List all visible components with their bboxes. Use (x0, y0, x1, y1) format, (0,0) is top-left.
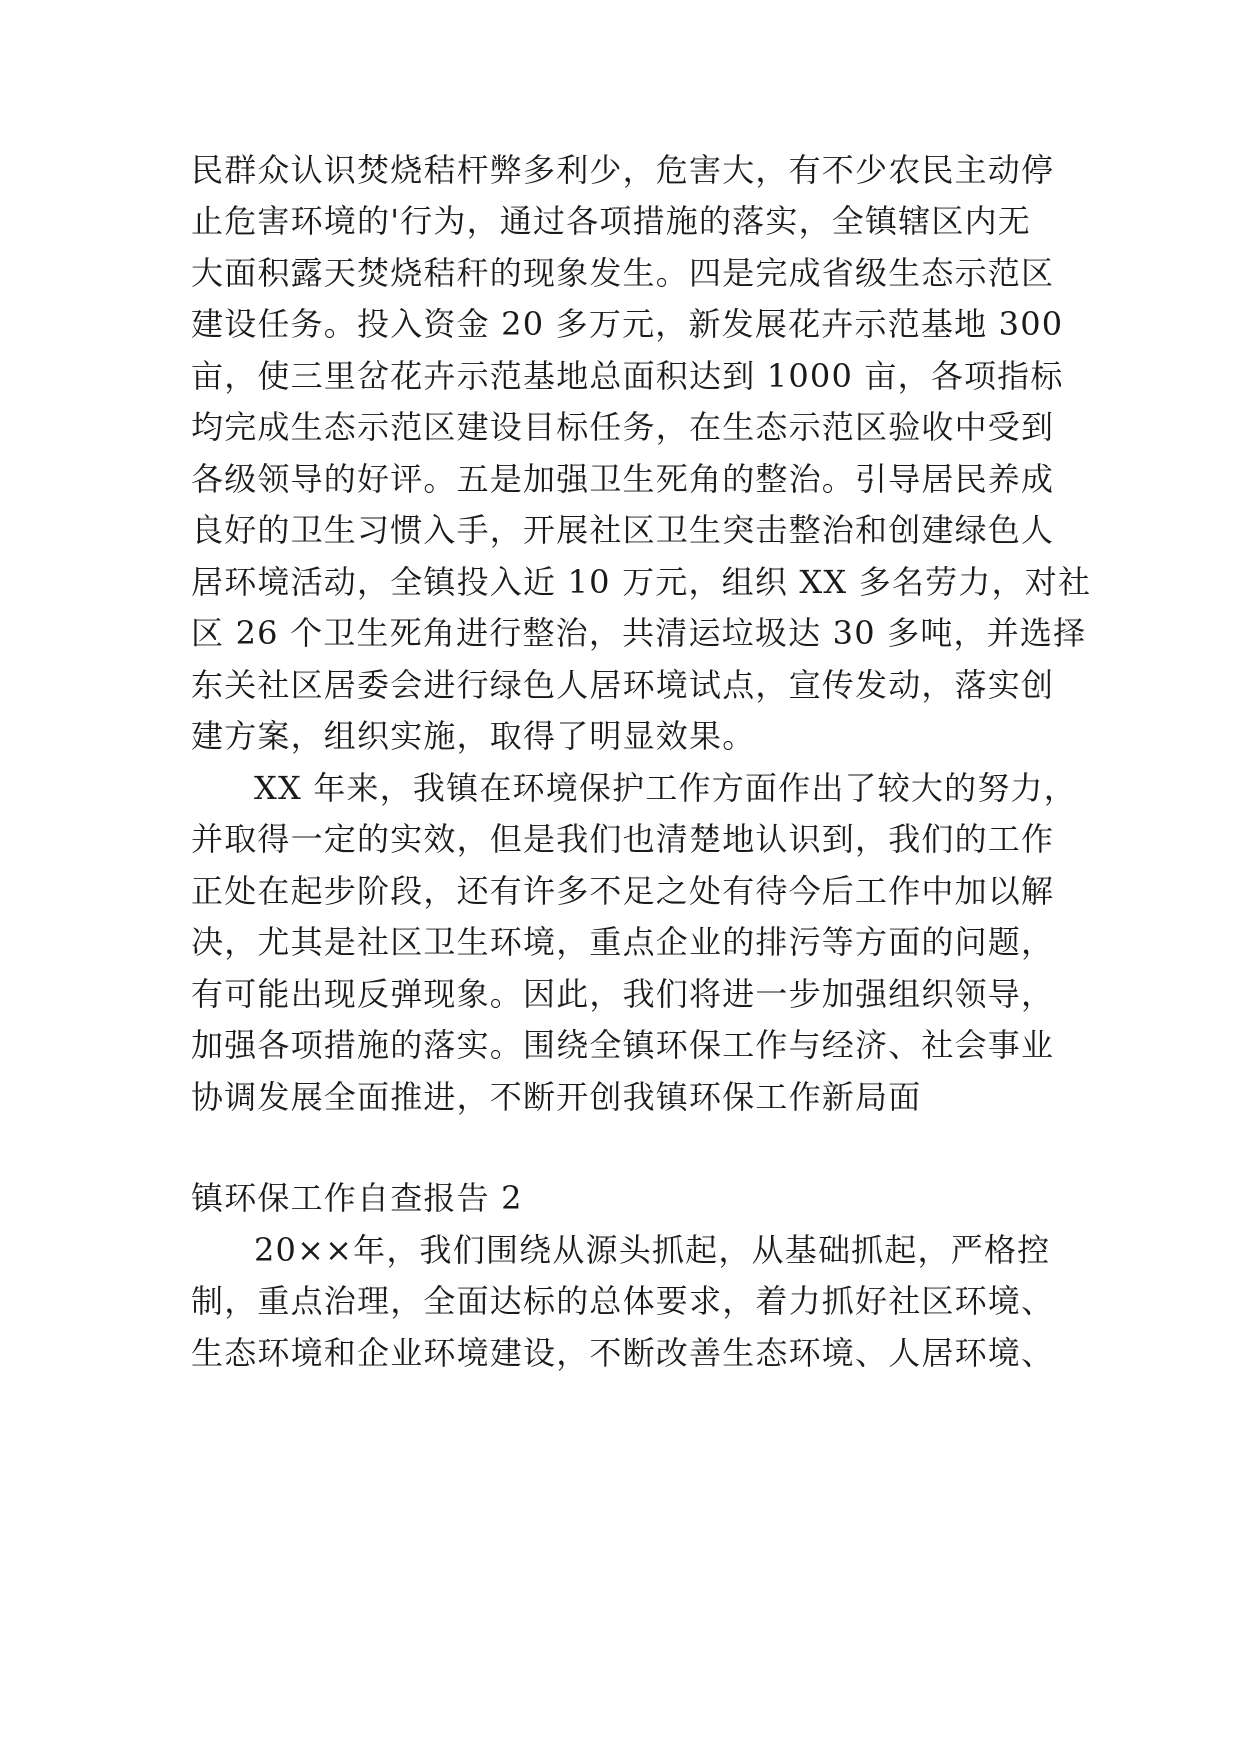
body-line: 各级领导的好评。五是加强卫生死角的整治。引导居民养成 (191, 460, 1055, 498)
body-line: 居环境活动，全镇投入近 10 万元，组织 XX 多名劳力，对社 (191, 563, 1092, 601)
body-line: 区 26 个卫生死角进行整治，共清运垃圾达 30 多吨，并选择 (191, 614, 1087, 652)
body-line: 建设任务。投入资金 20 多万元，新发展花卉示范基地 300 (191, 305, 1064, 343)
body-line: 生态环境和企业环境建设，不断改善生态环境、人居环境、 (191, 1334, 1055, 1372)
paragraph-first-line: XX 年来，我镇在环境保护工作方面作出了较大的努力， (254, 769, 1077, 807)
body-line: 民群众认识焚烧秸杆弊多利少，危害大，有不少农民主动停 (191, 151, 1055, 189)
paragraph-first-line: 20××年，我们围绕从源头抓起，从基础抓起，严格控 (254, 1231, 1051, 1269)
body-line: 东关社区居委会进行绿色人居环境试点，宣传发动，落实创 (191, 666, 1055, 704)
section-heading: 镇环保工作自查报告 2 (191, 1179, 523, 1217)
body-line: 均完成生态示范区建设目标任务，在生态示范区验收中受到 (191, 408, 1055, 446)
body-line: 正处在起步阶段，还有许多不足之处有待今后工作中加以解 (191, 872, 1055, 910)
body-line: 建方案，组织实施，取得了明显效果。 (191, 717, 756, 755)
body-line: 制，重点治理，全面达标的总体要求，着力抓好社区环境、 (191, 1282, 1055, 1320)
body-line: 良好的卫生习惯入手，开展社区卫生突击整治和创建绿色人 (191, 511, 1055, 549)
body-line: 加强各项措施的落实。围绕全镇环保工作与经济、社会事业 (191, 1026, 1055, 1064)
body-line: 止危害环境的'行为，通过各项措施的落实，全镇辖区内无 (191, 202, 1031, 240)
body-line: 有可能出现反弹现象。因此，我们将进一步加强组织领导， (191, 975, 1055, 1013)
body-line: 大面积露天焚烧秸秆的现象发生。四是完成省级生态示范区 (191, 254, 1055, 292)
body-line: 亩，使三里岔花卉示范基地总面积达到 1000 亩，各项指标 (191, 357, 1064, 395)
body-line: 协调发展全面推进，不断开创我镇环保工作新局面 (191, 1078, 922, 1116)
body-line: 并取得一定的实效，但是我们也清楚地认识到，我们的工作 (191, 820, 1055, 858)
body-line: 决，尤其是社区卫生环境，重点企业的排污等方面的问题， (191, 923, 1055, 961)
